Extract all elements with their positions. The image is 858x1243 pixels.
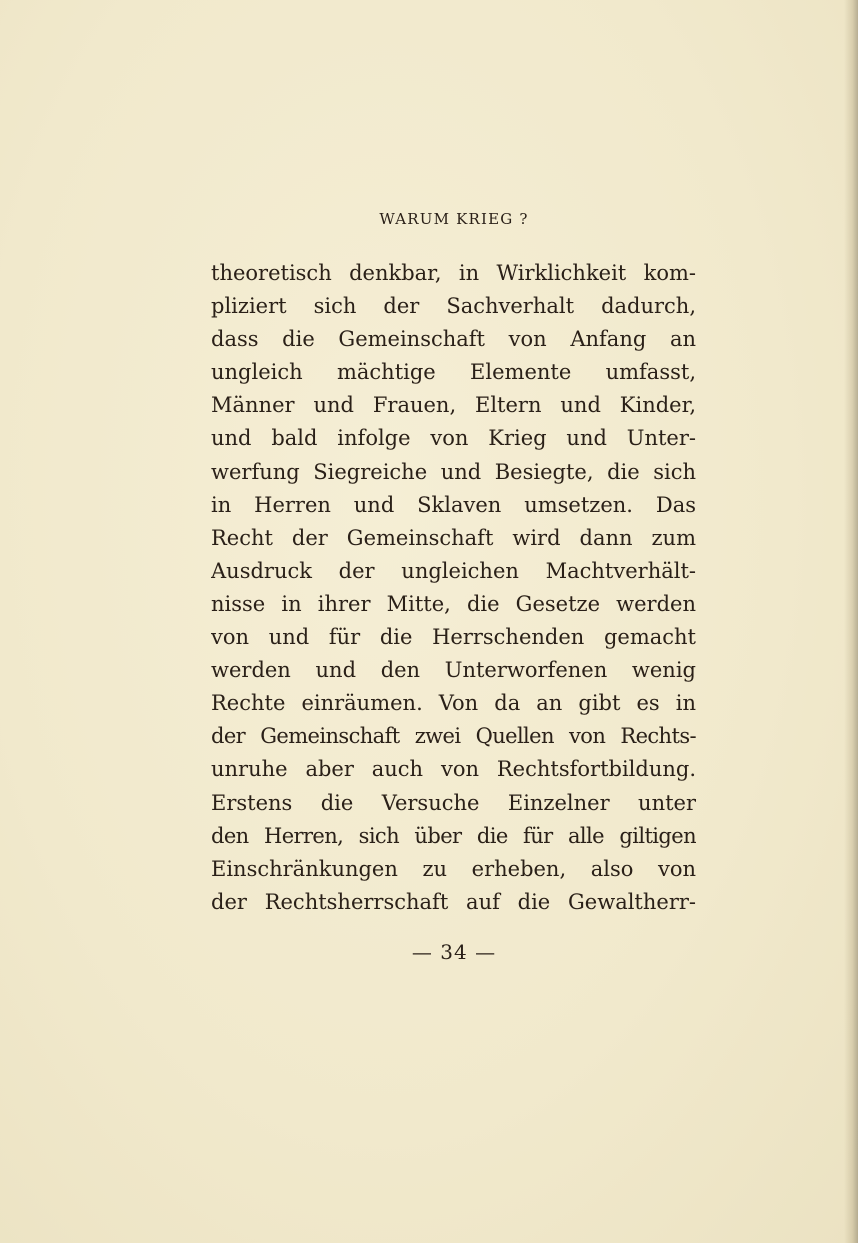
text-line: pliziert sich der Sachverhalt dadurch,: [211, 294, 696, 319]
text-line: theoretisch denkbar, in Wirklichkeit kom-: [211, 261, 696, 285]
body-text: [211, 257, 696, 919]
text-line: dass die Gemeinschaft von Anfang an: [211, 327, 696, 352]
text-line: ungleich mächtige Elemente umfasst,: [211, 360, 696, 385]
text-line: Männer und Frauen, Eltern und Kinder,: [211, 393, 696, 418]
text-line: unruhe aber auch von Rechtsfortbildung.: [211, 757, 696, 782]
text-line: von und für die Herrschenden gemacht: [211, 625, 696, 650]
text-line: der Rechtsherrschaft auf die Gewaltherr-: [211, 889, 696, 914]
text-line: Rechte einräumen. Von da an gibt es in: [211, 691, 696, 716]
text-line: Einschränkungen zu erheben, also von: [211, 856, 696, 881]
text-line: werden und den Unterworfenen wenig: [211, 658, 696, 683]
text-line: Ausdruck der ungleichen Machtverhält-: [211, 558, 696, 583]
text-line: nisse in ihrer Mitte, die Gesetze werden: [211, 591, 696, 616]
text-line: Erstens die Versuche Einzelner unter: [211, 790, 696, 815]
text-line: den Herren, sich über die für alle giltigen: [211, 823, 696, 848]
page-number: — 34 —: [411, 940, 497, 964]
page-edge-shadow: [844, 0, 858, 1243]
text-line: und bald infolge von Krieg und Unter-: [211, 426, 696, 451]
running-head: WARUM KRIEG ?: [379, 210, 529, 228]
text-line: der Gemeinschaft zwei Quellen von Rechts-: [211, 724, 696, 749]
text-line: Recht der Gemeinschaft wird dann zum: [211, 525, 696, 550]
text-line: in Herren und Sklaven umsetzen. Das: [211, 492, 696, 517]
text-line: werfung Siegreiche und Besiegte, die sich: [211, 459, 696, 484]
